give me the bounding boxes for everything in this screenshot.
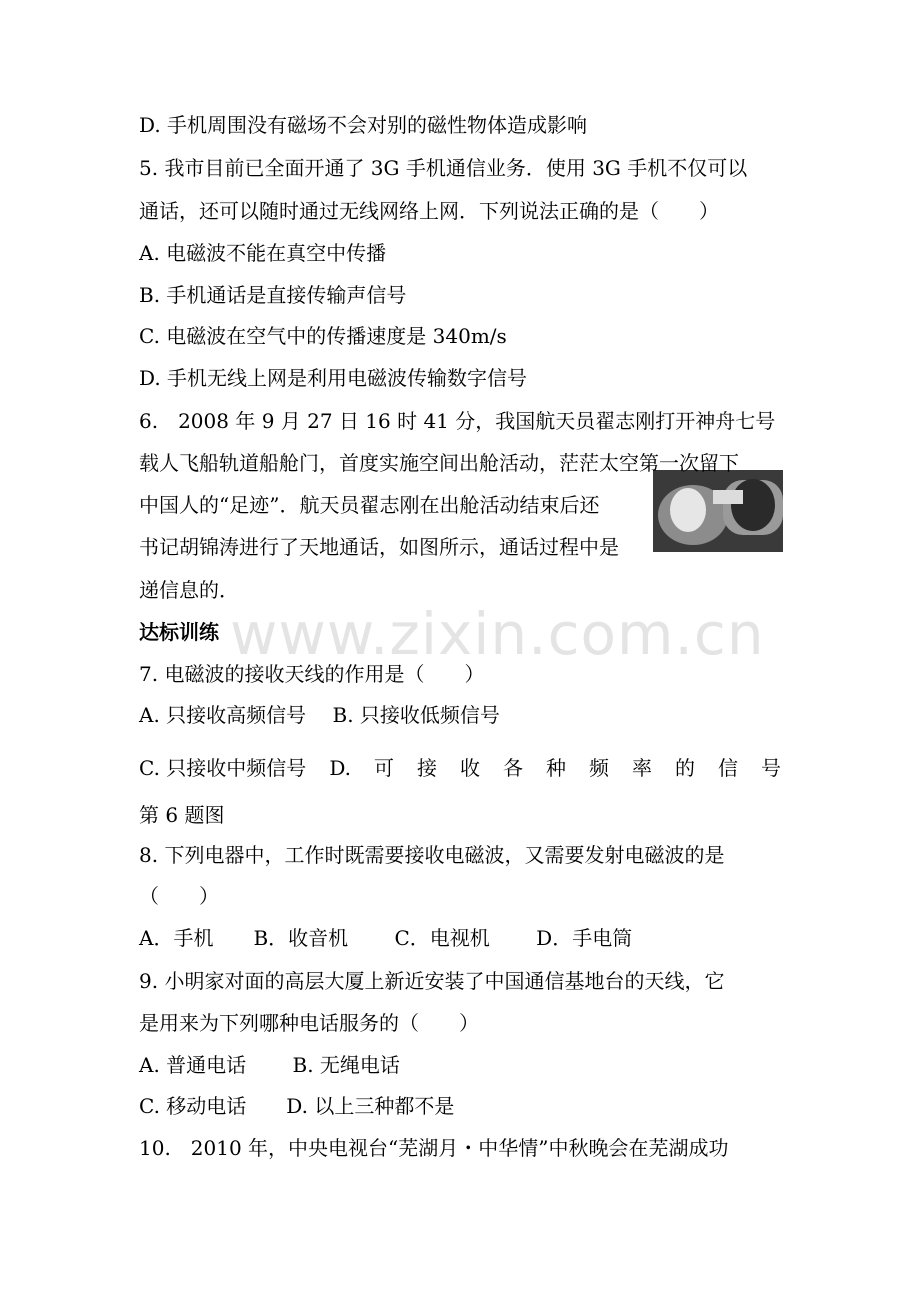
section-heading: 达标训练 [139,620,219,644]
question-9-line-2: 是用来为下列哪种电话服务的（ ） [139,1011,479,1035]
option-7d-char: 频 [589,756,609,780]
question-6-line-2: 载人飞船轨道船舱门，首度实施空间出舱活动，茫茫太空第一次留下 [139,451,739,475]
question-10: 10. 2010 年，中央电视台“芜湖月・中华情”中秋晚会在芜湖成功 [139,1136,729,1160]
option-4d: D. 手机周围没有磁场不会对别的磁性物体造成影响 [139,113,588,137]
option-7d-char: 可 [374,756,394,780]
options-7ab: A. 只接收高频信号 B. 只接收低频信号 [139,703,500,727]
question-6-line-1: 6. 2008 年 9 月 27 日 16 时 41 分，我国航天员翟志刚打开神舟七号 [139,409,776,433]
question-8: 8. 下列电器中，工作时既需要接收电磁波，又需要发射电磁波的是 [139,843,725,867]
option-7d-char: 接 [417,756,437,780]
option-7d-label: D. [329,756,351,780]
options-8: A．手机 B．收音机 C．电视机 D．手电筒 [139,926,633,950]
spacecraft-image [653,470,783,552]
options-9ab: A. 普通电话 B. 无绳电话 [139,1053,400,1077]
question-6-line-3: 中国人的“足迹”．航天员翟志刚在出舱活动结束后还 [139,493,600,517]
option-7d-char: 信 [718,756,738,780]
figure-caption: 第 6 题图 [139,803,225,827]
option-7d-char: 号 [761,756,781,780]
question-5-line-2: 通话，还可以随时通过无线网络上网．下列说法正确的是（ ） [139,199,719,223]
option-7d-char: 种 [546,756,566,780]
option-5b: B. 手机通话是直接传输声信号 [139,283,407,307]
option-7d-char: 的 [675,756,695,780]
question-5-line-1: 5. 我市目前已全面开通了 3G 手机通信业务．使用 3G 手机不仅可以 [139,156,748,180]
option-7d-char: 率 [632,756,652,780]
question-6-line-5: 递信息的． [139,578,239,602]
watermark: www.zixin.com.cn [230,600,765,668]
astronaut-photo [653,470,783,552]
option-5a: A. 电磁波不能在真空中传播 [139,241,387,265]
options-7cd [139,753,781,783]
question-9-line-1: 9. 小明家对面的高层大厦上新近安装了中国通信基地台的天线，它 [139,969,725,993]
option-7d-char: 各 [503,756,523,780]
question-6-line-4: 书记胡锦涛进行了天地通话，如图所示，通话过程中是 [139,535,619,559]
option-5d: D. 手机无线上网是利用电磁波传输数字信号 [139,366,528,390]
option-5c: C. 电磁波在空气中的传播速度是 340m/s [139,324,507,348]
question-7: 7. 电磁波的接收天线的作用是（ ） [139,662,485,686]
option-7d-char: 收 [460,756,480,780]
question-8-bracket: （ ） [139,884,219,908]
options-9cd: C. 移动电话 D. 以上三种都不是 [139,1094,455,1118]
option-7c: C. 只接收中频信号 [139,756,307,780]
